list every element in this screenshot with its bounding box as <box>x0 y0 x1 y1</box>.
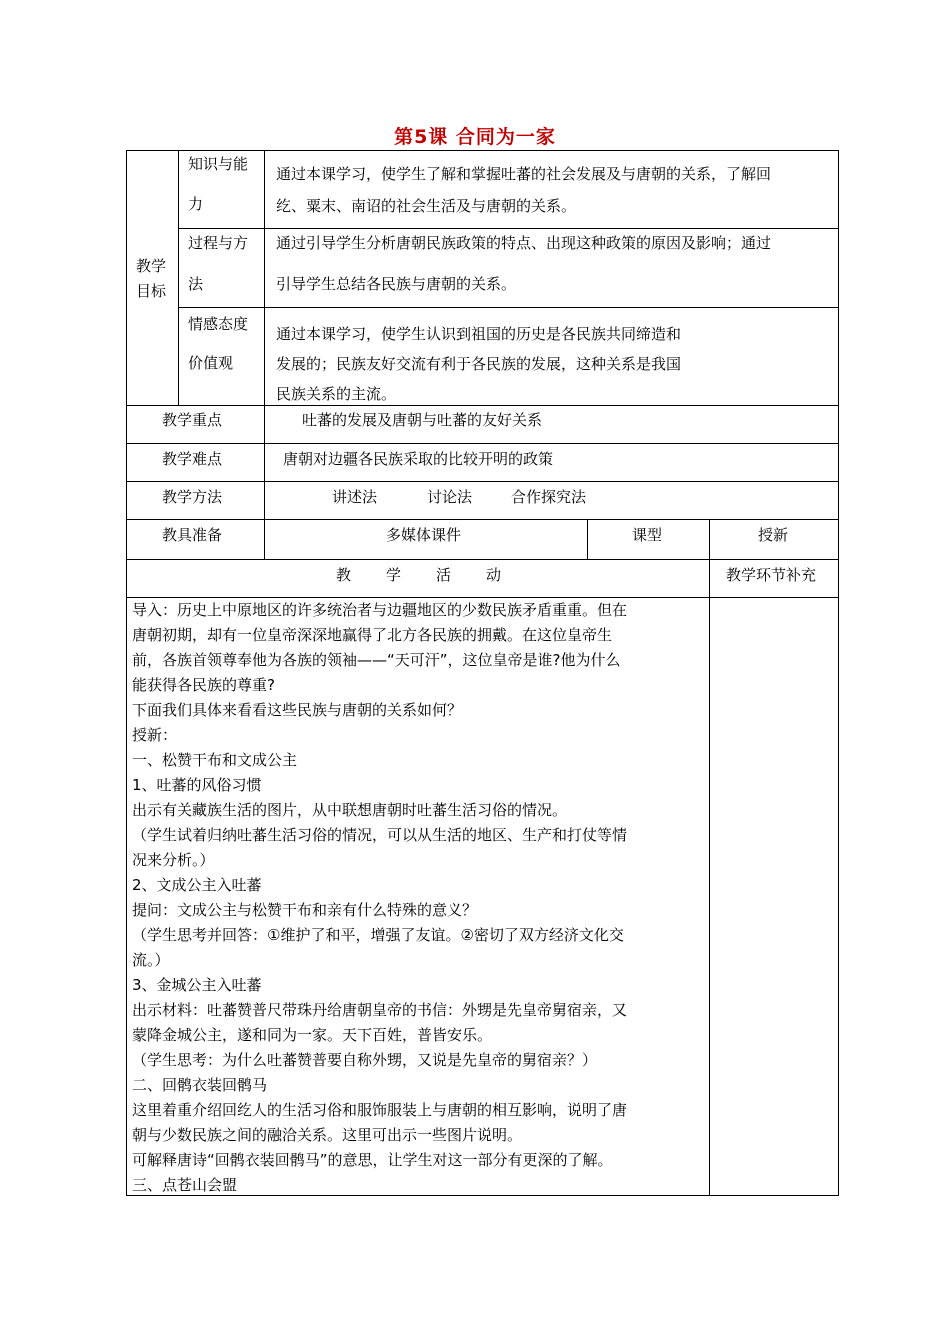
body-line: 况来分析。） <box>132 851 215 869</box>
row-text: 通过引导学生分析唐朝民族政策的特点、出现这种政策的原因及影响；通过 <box>276 234 772 252</box>
table-border <box>126 481 839 482</box>
lesson-type-value: 授新 <box>758 526 789 544</box>
body-line: 提问：文成公主与松赞干布和亲有什么特殊的意义？ <box>132 901 478 919</box>
table-border <box>178 307 839 308</box>
row-label: 教学难点 <box>162 450 223 468</box>
row-label: 法 <box>188 275 204 293</box>
activity-header-char: 活 <box>436 566 452 584</box>
table-border <box>587 519 588 559</box>
row-text: 纥、粟末、南诏的社会生活及与唐朝的关系。 <box>276 197 577 215</box>
row-label: 情感态度 <box>188 315 249 333</box>
row-text: 唐朝对边疆各民族采取的比较开明的政策 <box>283 450 554 468</box>
body-line: 授新： <box>132 726 178 744</box>
page-title: 第5课 合同为一家 <box>394 126 556 148</box>
row-text: 多媒体课件 <box>386 526 462 544</box>
method-item: 合作探究法 <box>511 488 587 506</box>
subsection-heading: 3、金城公主入吐蕃 <box>132 976 262 994</box>
supplement-header: 教学环节补充 <box>726 566 817 584</box>
table-border <box>709 559 710 1196</box>
body-line: 蒙降金城公主，遂和同为一家。天下百姓，普皆安乐。 <box>132 1026 493 1044</box>
row-label: 知识与能 <box>188 155 249 173</box>
row-text: 民族关系的主流。 <box>276 385 397 403</box>
row-text: 通过本课学习，使学生了解和掌握吐蕃的社会发展及与唐朝的关系，了解回 <box>276 165 772 183</box>
row-label: 力 <box>188 195 204 213</box>
activity-header-char: 教 <box>336 566 352 584</box>
subsection-heading: 2、文成公主入吐蕃 <box>132 876 262 894</box>
row-label: 价值观 <box>188 354 234 372</box>
lesson-type-label: 课型 <box>632 526 663 544</box>
body-line: 出示材料：吐蕃赞普尺带珠丹给唐朝皇帝的书信：外甥是先皇帝舅宿亲，又 <box>132 1001 628 1019</box>
row-text: 引导学生总结各民族与唐朝的关系。 <box>276 275 517 293</box>
method-item: 讲述法 <box>332 488 378 506</box>
table-border <box>709 519 710 559</box>
activity-header-char: 学 <box>386 566 402 584</box>
method-item: 讨论法 <box>427 488 473 506</box>
activity-header-char: 动 <box>486 566 502 584</box>
body-line: 出示有关藏族生活的图片，从中联想唐朝时吐蕃生活习俗的情况。 <box>132 801 568 819</box>
table-border <box>126 150 127 1196</box>
body-line: 唐朝初期，却有一位皇帝深深地赢得了北方各民族的拥戴。在这位皇帝生 <box>132 626 613 644</box>
body-line: 可解释唐诗“回鹘衣装回鹘马”的意思，让学生对这一部分有更深的了解。 <box>132 1151 613 1169</box>
body-line: 导入：历史上中原地区的许多统治者与边疆地区的少数民族矛盾重重。但在 <box>132 601 628 619</box>
body-line: 前，各族首领尊奉他为各族的领袖——“天可汗”，这位皇帝是谁?他为什么 <box>132 651 621 669</box>
row-label: 过程与方 <box>188 234 249 252</box>
row-label: 教学方法 <box>162 488 223 506</box>
body-line: 下面我们具体来看看这些民族与唐朝的关系如何？ <box>132 701 463 719</box>
body-line: 这里着重介绍回纥人的生活习俗和服饰服装上与唐朝的相互影响，说明了唐 <box>132 1101 628 1119</box>
body-line: （学生试着归纳吐蕃生活习俗的情况，可以从生活的地区、生产和打仗等情 <box>132 826 628 844</box>
table-border <box>126 559 839 560</box>
subsection-heading: 1、吐蕃的风俗习惯 <box>132 776 262 794</box>
body-line: 流。） <box>132 951 170 969</box>
table-border <box>264 150 265 405</box>
row-text: 发展的；民族友好交流有利于各民族的发展，这种关系是我国 <box>276 355 682 373</box>
table-border <box>178 150 179 405</box>
body-line: （学生思考：为什么吐蕃赞普要自称外甥，又说是先皇帝的舅宿亲？） <box>132 1051 598 1069</box>
table-border <box>264 405 265 559</box>
row-label: 教学重点 <box>162 411 223 429</box>
section-heading: 一、松赞干布和文成公主 <box>132 751 298 769</box>
body-line: 能获得各民族的尊重? <box>132 676 275 694</box>
activity-body <box>132 598 706 1198</box>
body-line: 朝与少数民族之间的融洽关系。这里可出示一些图片说明。 <box>132 1126 523 1144</box>
row-text: 吐蕃的发展及唐朝与吐蕃的友好关系 <box>302 411 543 429</box>
objectives-label-line: 目标 <box>136 282 167 300</box>
table-border <box>126 519 839 520</box>
row-text: 通过本课学习，使学生认识到祖国的历史是各民族共同缔造和 <box>276 325 682 343</box>
section-heading: 三、点苍山会盟 <box>132 1176 238 1194</box>
section-heading: 二、回鹘衣装回鹘马 <box>132 1076 268 1094</box>
body-line: （学生思考并回答：①维护了和平，增强了友谊。②密切了双方经济文化交 <box>132 926 624 944</box>
table-border <box>126 443 839 444</box>
row-label: 教具准备 <box>162 526 223 544</box>
objectives-label-line: 教学 <box>136 257 167 275</box>
